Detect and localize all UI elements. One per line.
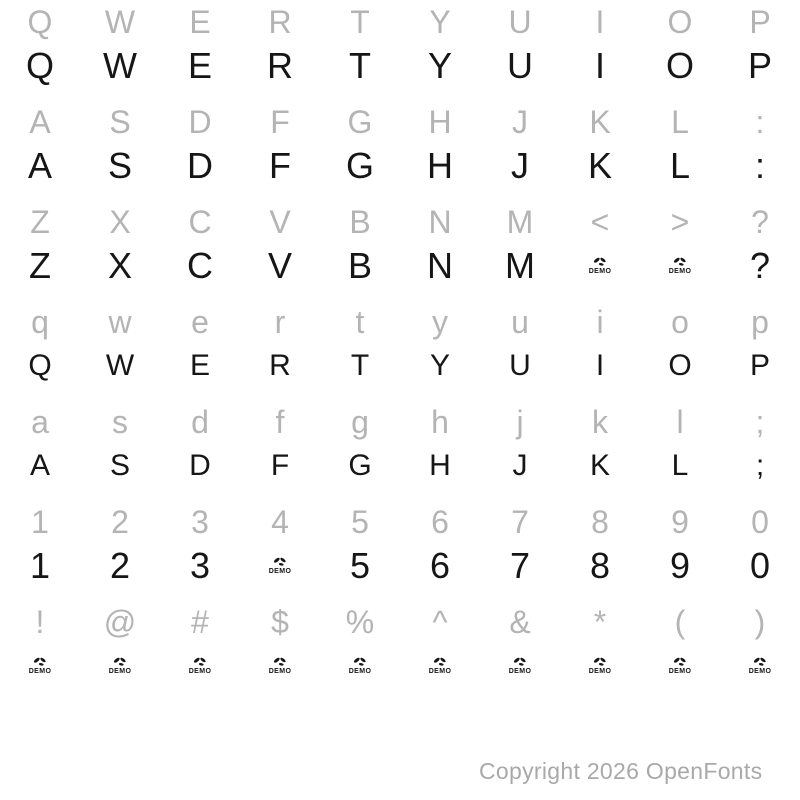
reference-glyph-row [0,300,800,344]
glyph-cell: F [269,145,291,186]
glyph-cell: ? [749,245,771,286]
glyph-cell: : [754,145,765,186]
glyph-cell: C [188,203,212,240]
glyph-cell: Q [27,3,53,40]
demo-label: DEMO [348,668,372,675]
preview-glyph-row [0,244,800,288]
preview-glyph-row [0,144,800,188]
glyph-cell: I [595,349,605,382]
glyph-cell: 0 [751,503,769,540]
glyph-cell: E [187,45,212,86]
glyph-cell: Q [25,45,54,86]
fleuron-demo-icon [432,657,448,667]
glyph-cell: 3 [189,545,211,586]
glyph-cell: w [108,303,132,340]
demo-label: DEMO [668,668,692,675]
glyph-cell: T [349,45,371,86]
preview-glyph-row [0,544,800,588]
glyph-cell: ( [674,603,686,640]
demo-label: DEMO [188,668,212,675]
glyph-cell: U [509,349,531,382]
glyph-cell: # [191,603,209,640]
glyph-cell: * [593,603,607,640]
glyph-cell: 1 [29,545,51,586]
demo-label: DEMO [668,268,692,275]
glyph-row-group [0,100,800,200]
fleuron-demo-icon [672,257,688,267]
glyph-cell: j [516,403,524,440]
glyph-cell: ; [755,449,765,482]
demo-placeholder-glyph [240,544,320,588]
glyph-cell: 9 [669,545,691,586]
reference-glyph-row [0,500,800,544]
glyph-cell: P [749,3,771,40]
glyph-cell: K [589,449,610,482]
glyph-cell: W [105,349,135,382]
glyph-cell: $ [271,603,289,640]
glyph-cell: @ [103,603,137,640]
demo-placeholder-glyph [80,644,160,688]
glyph-cell: s [112,403,128,440]
glyph-cell: 0 [749,545,771,586]
glyph-cell: < [590,203,610,240]
glyph-cell: 7 [509,545,531,586]
glyph-cell: ) [754,603,766,640]
glyph-cell: E [189,3,211,40]
glyph-cell: K [587,145,612,186]
glyph-cell: k [592,403,608,440]
glyph-cell: Z [29,245,51,286]
demo-label: DEMO [28,668,52,675]
glyph-cell: G [347,103,373,140]
demo-label: DEMO [268,668,292,675]
glyph-cell: q [31,303,49,340]
fleuron-demo-icon [112,657,128,667]
fleuron-demo-icon [592,257,608,267]
glyph-cell: K [589,103,611,140]
glyph-cell: t [355,303,365,340]
glyph-cell: H [429,449,451,482]
glyph-cell: J [511,145,529,186]
glyph-row-group [0,600,800,700]
reference-glyph-row [0,100,800,144]
glyph-cell: d [191,403,209,440]
glyph-cell: 1 [31,503,49,540]
glyph-cell: % [345,603,375,640]
glyph-cell: J [512,449,528,482]
preview-glyph-row [0,644,800,688]
glyph-cell: r [274,303,286,340]
glyph-row-group [0,500,800,600]
glyph-cell: S [109,449,130,482]
demo-placeholder-glyph [640,644,720,688]
glyph-cell: G [345,145,374,186]
glyph-cell: G [348,449,372,482]
glyph-cell: E [189,349,210,382]
glyph-cell: O [667,3,693,40]
glyph-cell: g [351,403,369,440]
demo-label: DEMO [588,668,612,675]
glyph-cell: 6 [429,545,451,586]
glyph-cell: R [269,349,291,382]
glyph-cell: W [103,45,137,86]
glyph-cell: D [188,103,212,140]
glyph-cell: O [665,45,694,86]
glyph-cell: y [432,303,448,340]
glyph-cell: M [505,245,535,286]
glyph-cell: 2 [109,545,131,586]
glyph-cell: Y [427,45,452,86]
glyph-row-group [0,0,800,100]
glyph-cell: i [596,303,604,340]
glyph-cell: Y [429,349,450,382]
demo-placeholder-glyph [560,244,640,288]
copyright-text: Copyright 2026 OpenFonts [479,758,763,784]
glyph-cell: X [107,245,132,286]
glyph-cell: T [350,349,370,382]
glyph-row-group [0,200,800,300]
glyph-cell: F [270,449,290,482]
demo-placeholder-glyph [480,644,560,688]
glyph-cell: W [104,3,136,40]
glyph-cell: U [508,3,532,40]
glyph-cell: U [507,45,533,86]
glyph-row-group [0,300,800,400]
demo-label: DEMO [748,668,772,675]
glyph-cell: I [594,45,605,86]
glyph-cell: D [189,449,211,482]
glyph-cell: S [109,103,131,140]
glyph-cell: 5 [349,545,371,586]
glyph-cell: B [349,203,371,240]
glyph-cell: L [671,103,689,140]
glyph-cell: l [676,403,684,440]
glyph-cell: L [671,449,689,482]
glyph-cell: R [267,45,293,86]
fleuron-demo-icon [672,657,688,667]
glyph-cell: p [751,303,769,340]
demo-placeholder-glyph [560,644,640,688]
reference-glyph-row [0,0,800,44]
preview-glyph-row [0,444,800,488]
glyph-cell: 6 [431,503,449,540]
fleuron-demo-icon [592,657,608,667]
demo-placeholder-glyph [240,644,320,688]
glyph-cell: f [275,403,285,440]
fleuron-demo-icon [272,557,288,567]
fleuron-demo-icon [192,657,208,667]
glyph-cell: A [29,103,51,140]
glyph-cell: C [187,245,213,286]
glyph-cell: ! [35,603,45,640]
glyph-cell: & [509,603,531,640]
glyph-cell: P [747,45,772,86]
fleuron-demo-icon [32,657,48,667]
glyph-cell: V [269,203,291,240]
glyph-cell: I [595,3,605,40]
glyph-cell: 8 [591,503,609,540]
reference-glyph-row [0,400,800,444]
fleuron-demo-icon [352,657,368,667]
demo-label: DEMO [588,268,612,275]
glyph-cell: V [267,245,292,286]
glyph-cell: ? [751,203,769,240]
glyph-cell: A [27,145,52,186]
glyph-cell: h [431,403,449,440]
glyph-cell: Q [28,349,52,382]
demo-placeholder-glyph [160,644,240,688]
glyph-cell: N [428,203,452,240]
glyph-cell: Y [429,3,451,40]
demo-label: DEMO [508,668,532,675]
glyph-row-group [0,400,800,500]
glyph-cell: N [427,245,453,286]
glyph-cell: H [427,145,453,186]
glyph-cell: X [109,203,131,240]
demo-label: DEMO [108,668,132,675]
glyph-cell: R [268,3,292,40]
glyph-cell: M [506,203,534,240]
glyph-cell: u [511,303,529,340]
glyph-cell: 9 [671,503,689,540]
reference-glyph-row [0,600,800,644]
glyph-cell: e [191,303,209,340]
fleuron-demo-icon [512,657,528,667]
glyph-cell: F [270,103,290,140]
glyph-cell: : [755,103,765,140]
glyph-cell: J [512,103,528,140]
glyph-cell: 2 [111,503,129,540]
demo-placeholder-glyph [320,644,400,688]
glyph-cell: A [29,449,50,482]
glyph-cell: > [670,203,690,240]
glyph-cell: 7 [511,503,529,540]
demo-label: DEMO [428,668,452,675]
glyph-cell: Z [30,203,50,240]
glyph-cell: ; [755,403,765,440]
glyph-cell: ^ [432,603,448,640]
glyph-cell: 5 [351,503,369,540]
demo-placeholder-glyph [0,644,80,688]
glyph-cell: P [749,349,770,382]
demo-placeholder-glyph [720,644,800,688]
glyph-cell: L [669,145,691,186]
glyph-cell: T [350,3,370,40]
glyph-cell: o [671,303,689,340]
glyph-cell: a [31,403,49,440]
fleuron-demo-icon [272,657,288,667]
fleuron-demo-icon [752,657,768,667]
glyph-cell: D [187,145,213,186]
glyph-cell: O [668,349,692,382]
demo-label: DEMO [268,568,292,575]
glyph-cell: S [107,145,132,186]
glyph-cell: H [428,103,452,140]
reference-glyph-row [0,200,800,244]
glyph-cell: 8 [589,545,611,586]
preview-glyph-row [0,44,800,88]
glyph-cell: 4 [271,503,289,540]
glyph-cell: 3 [191,503,209,540]
glyph-cell: B [347,245,372,286]
demo-placeholder-glyph [400,644,480,688]
demo-placeholder-glyph [640,244,720,288]
preview-glyph-row [0,344,800,388]
